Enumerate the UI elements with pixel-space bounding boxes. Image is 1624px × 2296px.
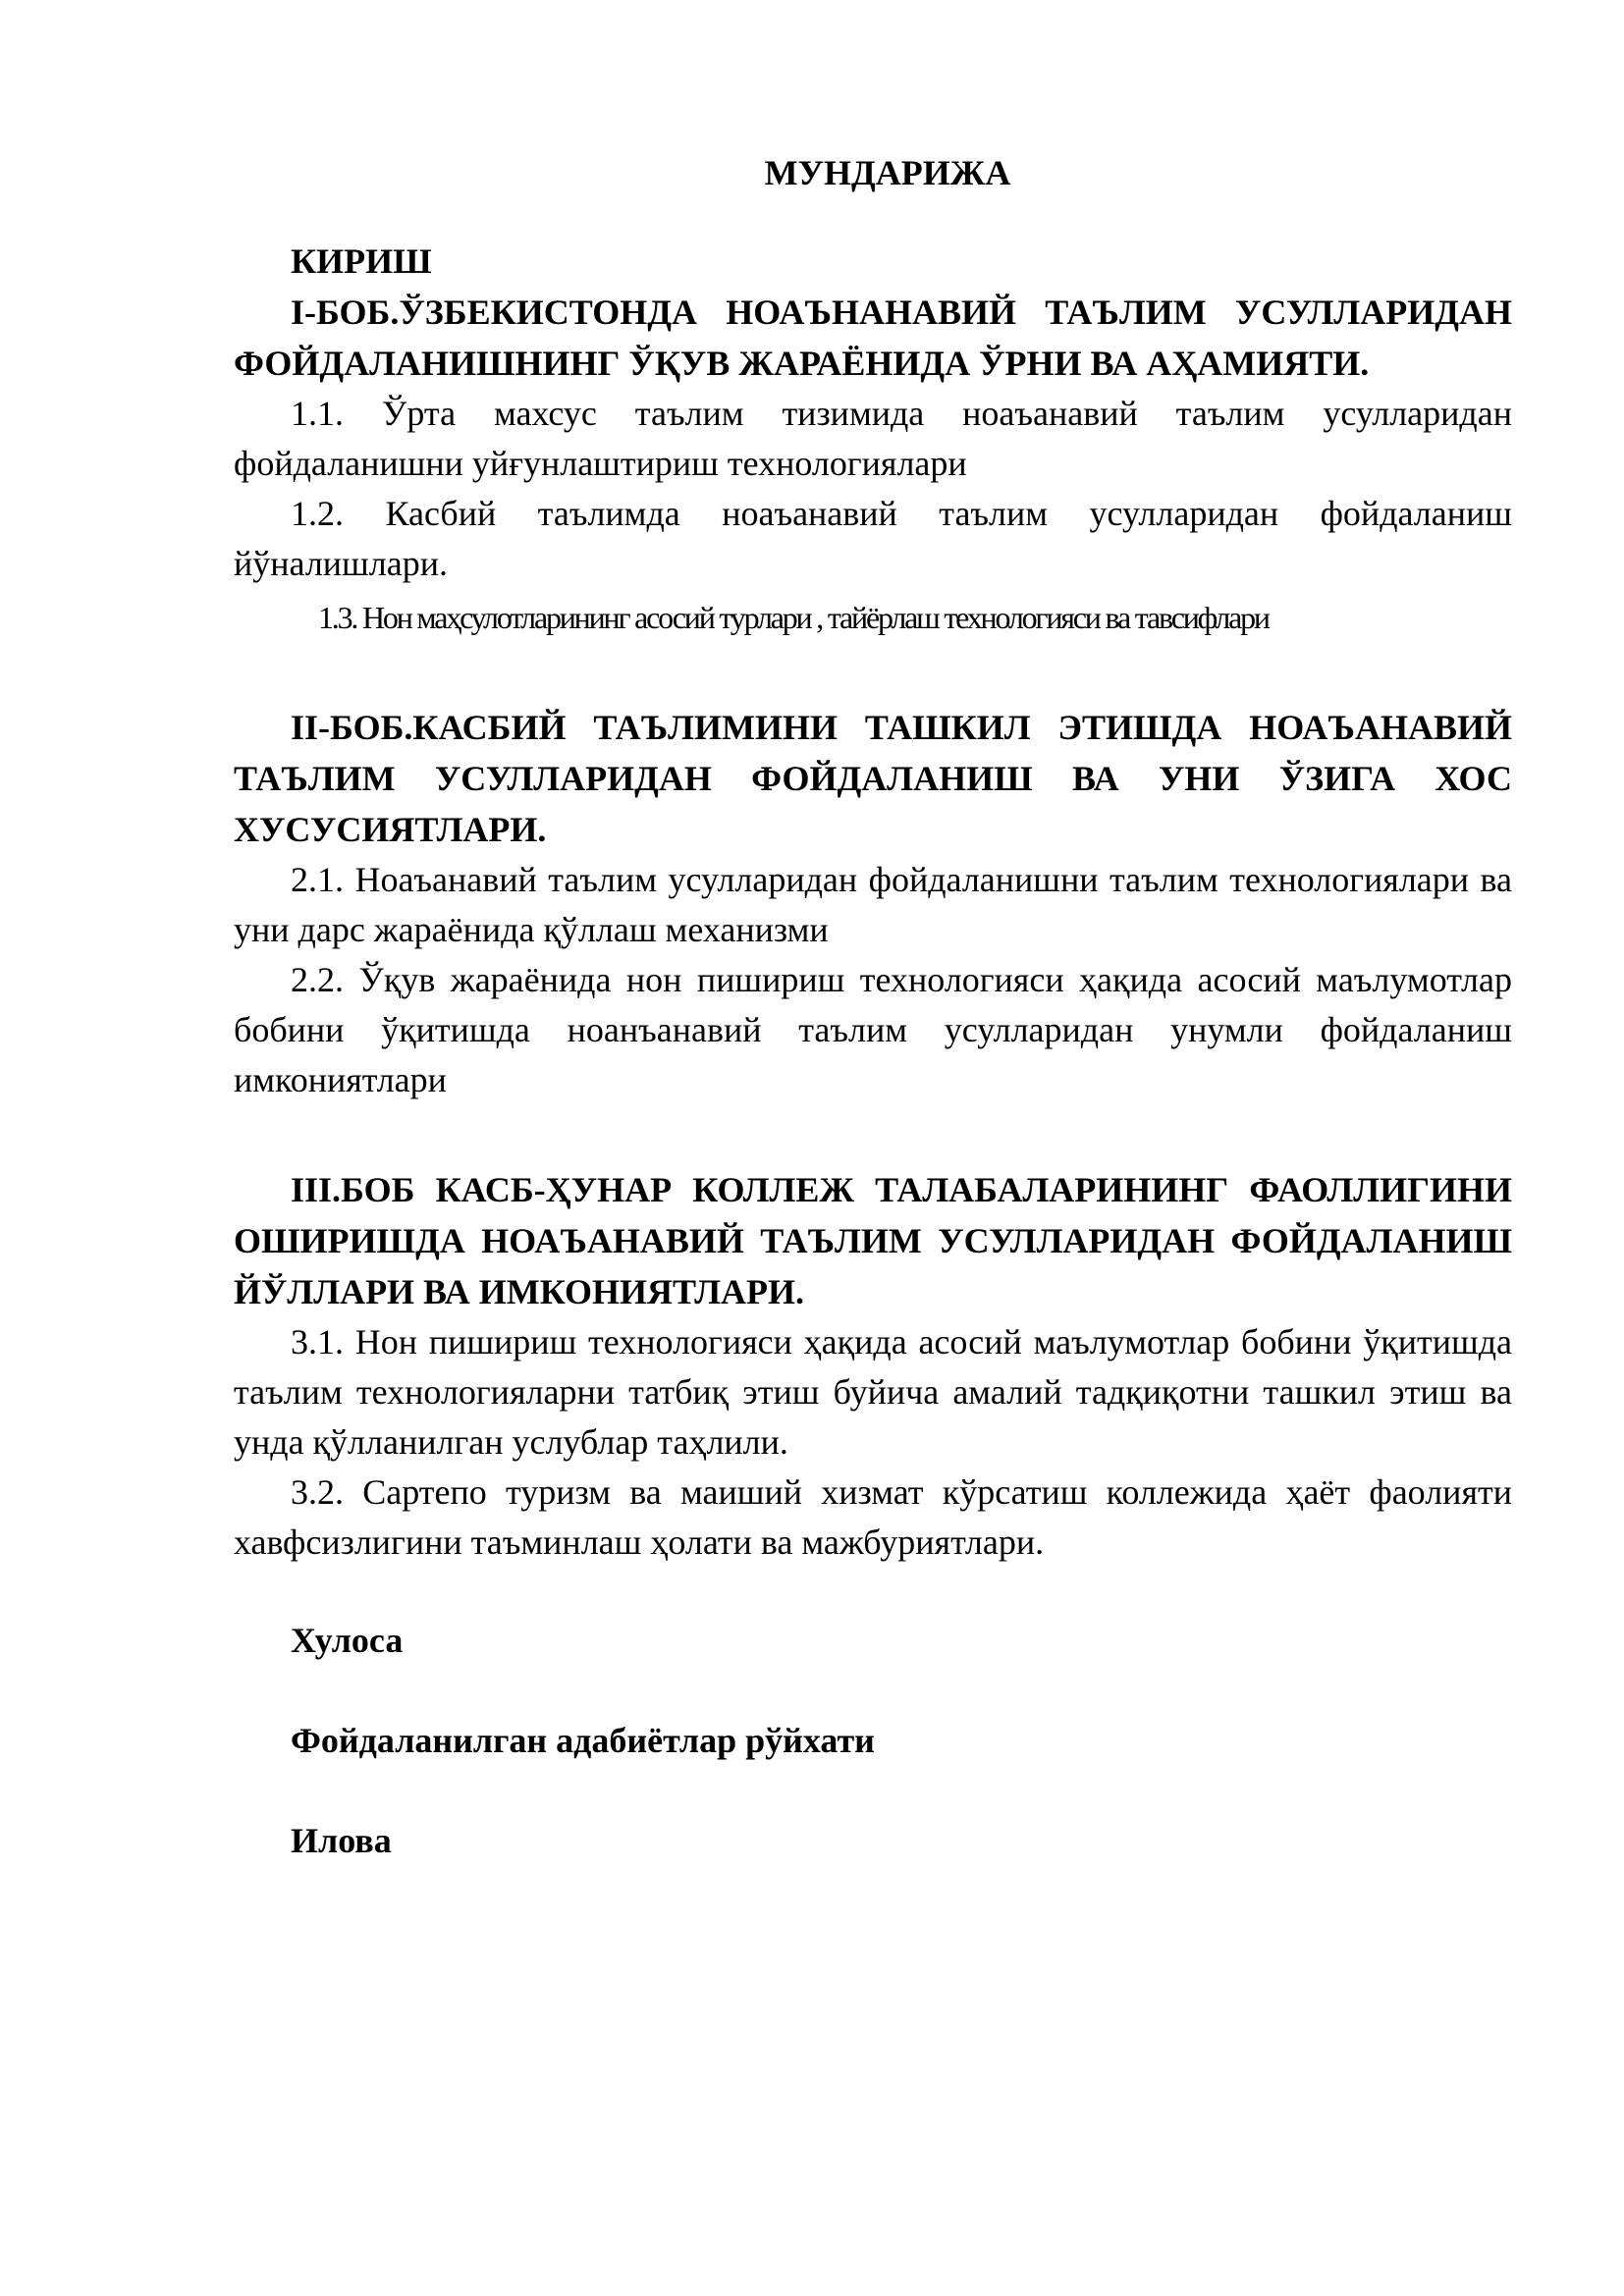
section-item: 1.3. Нон маҳсулотларининг асосий турлари , тайёрлаш технологияси ва тавсифлари [318, 600, 1269, 635]
document-title: МУНДАРИЖА [764, 153, 1011, 192]
section-item: 1.1. Ўрта махсус таълим тизимида ноаъанавий таълим усулларидан фойдаланишни уйғунлаштириш технологиялари [234, 394, 1512, 483]
chapter-2 [234, 702, 1512, 1105]
chapter-heading: I-БОБ.ЎЗБЕКИСТОНДА НОАЪНАНАВИЙ ТАЪЛИМ УСУЛЛАРИДАН ФОЙДАЛАНИШНИНГ ЎҚУВ ЖАРАЁНИДА ЎРНИ ВА АҲАМИЯТИ. [234, 293, 1512, 383]
introduction-heading: КИРИШ [291, 241, 432, 281]
chapter-heading: III.БОБ КАСБ-ҲУНАР КОЛЛЕЖ ТАЛАБАЛАРИНИНГ ФАОЛЛИГИНИ ОШИРИШДА НОАЪАНАВИЙ ТАЪЛИМ УСУЛЛАРИДАН ФОЙДАЛАНИШ ЙЎЛЛАРИ ВА ИМКОНИЯТЛАРИ. [234, 1170, 1512, 1311]
appendix-heading: Илова [291, 1821, 392, 1860]
conclusion-heading: Хулоса [291, 1621, 404, 1660]
section-item: 2.2. Ўқув жараёнида нон пишириш технологияси ҳақида асосий маълумотлар бобини ўқитишда ноанъанавий таълим усулларидан унумли фойдаланиш имкониятлари [234, 960, 1512, 1099]
section-item: 3.1. Нон пишириш технологияси ҳақида асосий маълумотлар бобини ўқитишда таълим технологияларни татбиқ этиш буйича амалий тадқиқотни ташкил этиш ва унда қўлланилган услублар таҳлили. [234, 1322, 1512, 1462]
chapter-3 [234, 1164, 1512, 1568]
references-heading: Фойдаланилган адабиётлар рўйхати [291, 1721, 875, 1760]
chapter-1 [234, 287, 1512, 643]
document-page [234, 147, 1512, 1866]
section-item: 2.1. Ноаъанавий таълим усулларидан фойдаланишни таълим технологиялари ва уни дарс жараёнида қўллаш механизми [234, 860, 1512, 949]
section-item: 1.2. Касбий таълимда ноаъанавий таълим усулларидан фойдаланиш йўналишлари. [234, 494, 1512, 583]
section-item: 3.2. Сартепо туризм ва маиший хизмат кўрсатиш коллежида ҳаёт фаолияти хавфсизлигини таъминлаш ҳолати ва мажбуриятлари. [234, 1472, 1512, 1562]
chapter-heading: II-БОБ.КАСБИЙ ТАЪЛИМИНИ ТАШКИЛ ЭТИШДА НОАЪАНАВИЙ ТАЪЛИМ УСУЛЛАРИДАН ФОЙДАЛАНИШ ВА УНИ ЎЗИГА ХОС ХУСУСИЯТЛАРИ. [234, 708, 1512, 849]
